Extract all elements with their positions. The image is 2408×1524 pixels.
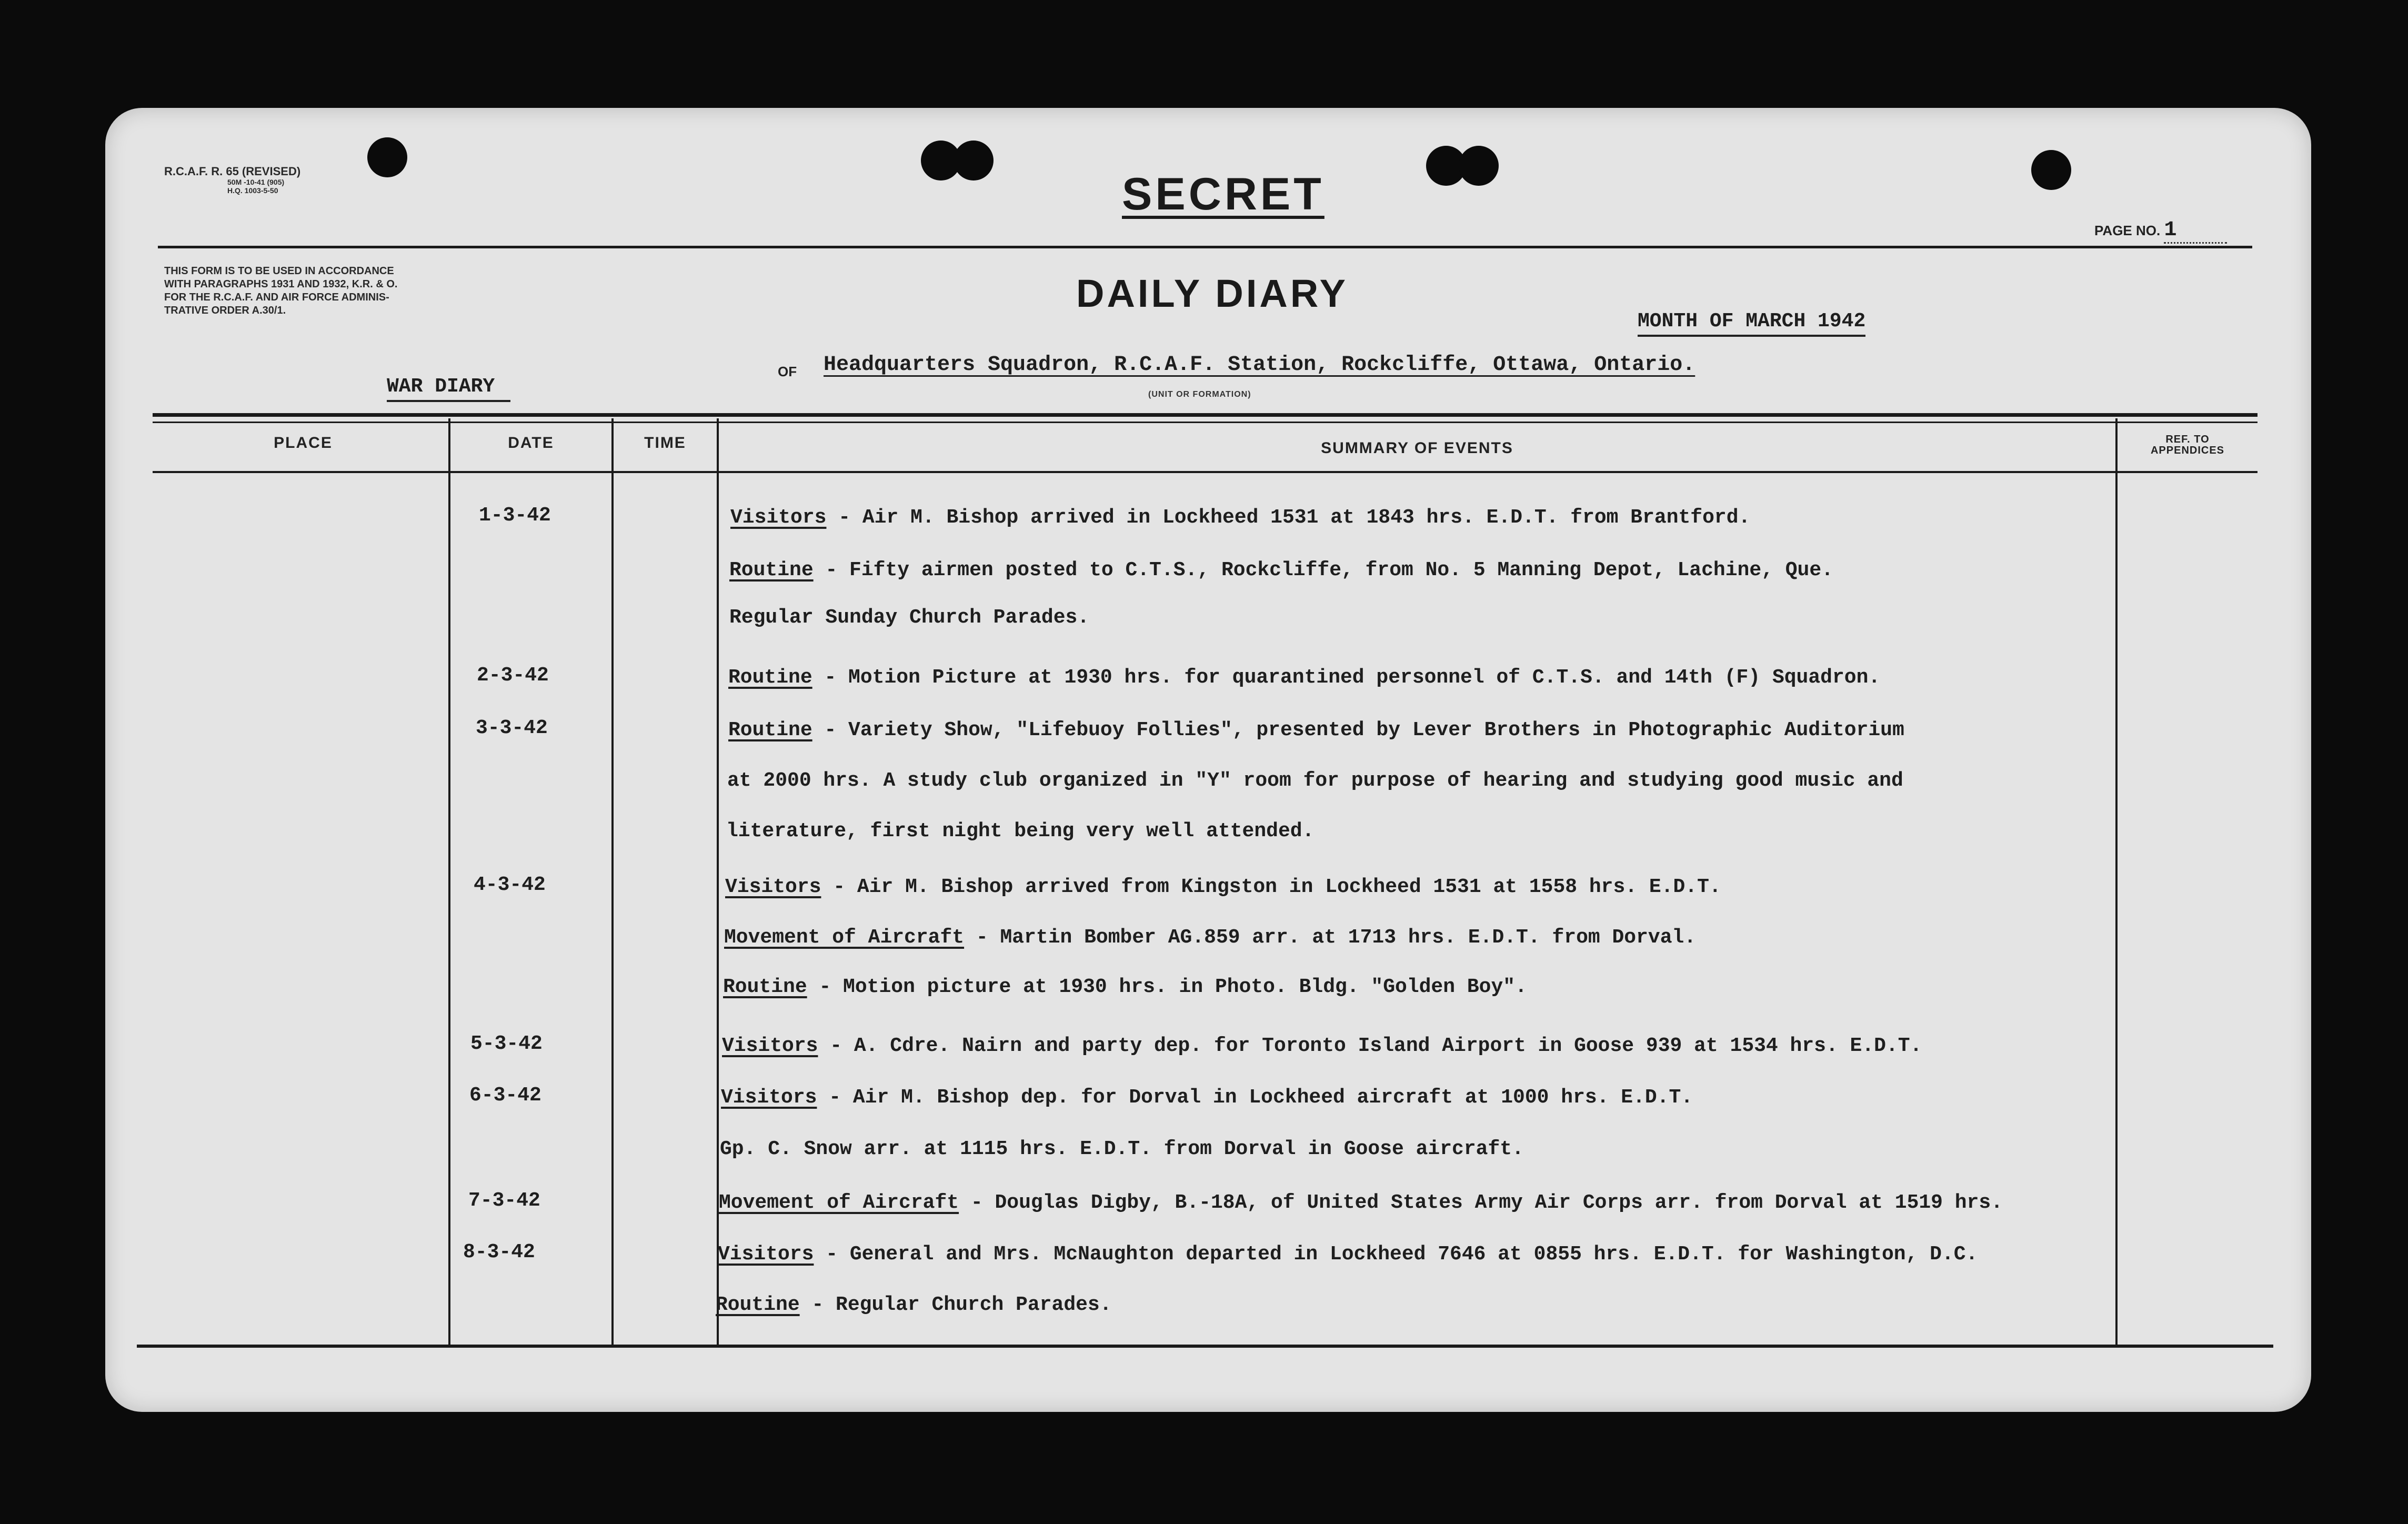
entry-category: Routine <box>723 976 807 998</box>
entry-text: Regular Sunday Church Parades. <box>729 606 1090 629</box>
date-cell: 4-3-42 <box>474 874 546 896</box>
entry-category: Routine <box>729 559 814 581</box>
form-code <box>164 165 300 195</box>
date-cell: 1-3-42 <box>479 504 551 527</box>
punch-hole <box>954 141 994 181</box>
header-rule <box>158 246 2252 248</box>
column-header-rule <box>153 471 2258 473</box>
summary-line <box>728 666 1880 689</box>
date-cell: 7-3-42 <box>468 1189 540 1212</box>
entry-text: Gp. C. Snow arr. at 1115 hrs. E.D.T. from Dorval in Goose aircraft. <box>720 1138 1524 1160</box>
punch-hole <box>2031 150 2071 190</box>
form-notice-line: FOR THE R.C.A.F. AND AIR FORCE ADMINIS- <box>164 292 389 303</box>
entry-text: - Motion picture at 1930 hrs. in Photo. Bldg. "Golden Boy". <box>807 976 1527 998</box>
page-title: DAILY DIARY <box>1076 272 1348 315</box>
summary-line <box>716 1294 1112 1316</box>
entry-category: Visitors <box>718 1243 814 1266</box>
summary-line <box>720 1138 1524 1160</box>
summary-line <box>729 606 1089 629</box>
date-cell: 5-3-42 <box>470 1032 543 1055</box>
entry-category: Visitors <box>725 876 821 898</box>
column-divider <box>448 418 450 1345</box>
table-top-rule <box>153 413 2258 417</box>
entry-category: Movement of Aircraft <box>724 926 965 949</box>
table-bottom-rule <box>137 1345 2273 1348</box>
column-divider <box>2115 418 2118 1345</box>
summary-line <box>727 769 1903 792</box>
entry-text: - General and Mrs. McNaughton departed in Lockheed 7646 at 0855 hrs. E.D.T. for Washington, D.C. <box>814 1243 1978 1266</box>
summary-line <box>730 506 1750 529</box>
diary-type: WAR DIARY <box>387 375 510 402</box>
column-header-ref-line: REF. TO <box>2165 434 2210 445</box>
summary-line <box>728 719 1904 741</box>
entry-text: - Variety Show, "Lifebuoy Follies", presented by Lever Brothers in Photographic Auditorium <box>812 719 1904 741</box>
table-top-rule-inner <box>153 422 2258 423</box>
date-cell: 8-3-42 <box>463 1241 535 1264</box>
column-header-ref-line: APPENDICES <box>2150 445 2225 456</box>
entry-text: - Regular Church Parades. <box>799 1294 1112 1316</box>
form-notice-line: WITH PARAGRAPHS 1931 AND 1932, K.R. & O. <box>164 278 398 290</box>
diary-card <box>105 108 2311 1412</box>
unit-name: Headquarters Squadron, R.C.A.F. Station, Rockcliffe, Ottawa, Ontario. <box>824 353 1695 377</box>
form-notice <box>164 265 397 317</box>
unit-caption: (UNIT OR FORMATION) <box>1148 390 1251 399</box>
column-header-time: TIME <box>644 434 686 452</box>
of-label: OF <box>778 364 797 379</box>
form-code-line: 50M -10-41 (905) <box>227 178 285 187</box>
entry-category: Visitors <box>721 1086 817 1109</box>
form-code-line: R.C.A.F. R. 65 (REVISED) <box>164 165 301 178</box>
punch-hole <box>1459 146 1499 186</box>
classification-stamp: SECRET <box>1122 169 1325 219</box>
entry-text: - Douglas Digby, B.-18A, of United States Army Air Corps arr. from Dorval at 1519 hrs. <box>959 1191 2003 1214</box>
summary-line <box>726 820 1314 843</box>
entry-category: Visitors <box>730 506 827 529</box>
summary-line <box>723 976 1527 998</box>
summary-line <box>724 926 1696 949</box>
column-header-date: DATE <box>508 434 554 452</box>
entry-text: - Martin Bomber AG.859 arr. at 1713 hrs. E.D.T. from Dorval. <box>964 926 1697 949</box>
date-cell: 6-3-42 <box>469 1084 541 1107</box>
column-header-summary: SUMMARY OF EVENTS <box>1321 439 1513 457</box>
punch-hole <box>367 137 407 177</box>
form-notice-line: THIS FORM IS TO BE USED IN ACCORDANCE <box>164 265 394 277</box>
entry-text: - Air M. Bishop arrived in Lockheed 1531 at 1843 hrs. E.D.T. from Brantford. <box>826 506 1751 529</box>
entry-text: - Fifty airmen posted to C.T.S., Rockcliffe, from No. 5 Manning Depot, Lachine, Que. <box>813 559 1833 581</box>
form-notice-line: TRATIVE ORDER A.30/1. <box>164 305 286 316</box>
summary-line <box>721 1086 1693 1109</box>
column-divider <box>611 418 614 1345</box>
column-header-ref <box>2118 434 2258 456</box>
entry-text: at 2000 hrs. A study club organized in "Y" room for purpose of hearing and studying good music and <box>727 769 1903 792</box>
summary-line <box>722 1035 1922 1057</box>
entry-category: Routine <box>728 666 812 689</box>
page-number: 1 <box>2164 218 2227 244</box>
month-field: MONTH OF MARCH 1942 <box>1638 310 1865 337</box>
entry-category: Visitors <box>722 1035 818 1057</box>
entry-text: - A. Cdre. Nairn and party dep. for Toronto Island Airport in Goose 939 at 1534 hrs. E.D.T. <box>818 1035 1922 1057</box>
entry-category: Routine <box>728 719 812 741</box>
form-code-line: H.Q. 1003-5-50 <box>227 186 278 195</box>
page-number-field <box>2094 218 2227 244</box>
entry-text: literature, first night being very well attended. <box>726 820 1315 843</box>
summary-line <box>729 559 1833 581</box>
summary-line <box>719 1191 2003 1214</box>
page-label: PAGE NO. <box>2094 223 2161 238</box>
entry-text: - Motion Picture at 1930 hrs. for quarantined personnel of C.T.S. and 14th (F) Squadron. <box>812 666 1881 689</box>
summary-line <box>718 1243 1978 1266</box>
entry-text: - Air M. Bishop arrived from Kingston in Lockheed 1531 at 1558 hrs. E.D.T. <box>821 876 1721 898</box>
entry-text: - Air M. Bishop dep. for Dorval in Lockheed aircraft at 1000 hrs. E.D.T. <box>817 1086 1693 1109</box>
date-cell: 2-3-42 <box>477 664 549 687</box>
column-header-place: PLACE <box>274 434 333 452</box>
entry-category: Routine <box>716 1294 800 1316</box>
date-cell: 3-3-42 <box>476 717 548 739</box>
summary-line <box>725 876 1721 898</box>
entry-category: Movement of Aircraft <box>719 1191 959 1214</box>
